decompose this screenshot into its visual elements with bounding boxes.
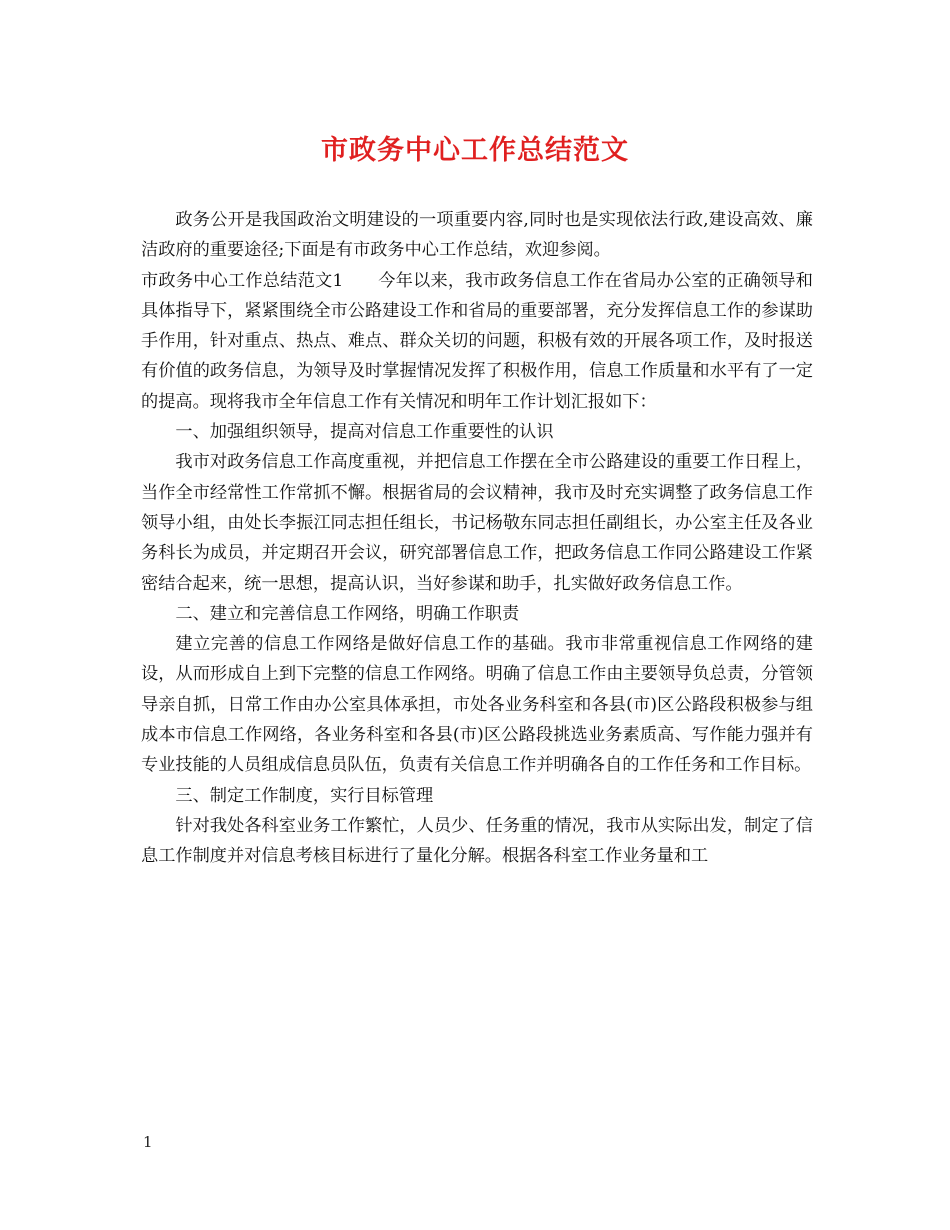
paragraph-section-2: 建立完善的信息工作网络是做好信息工作的基础。我市非常重视信息工作网络的建设，从而形成自上到下完整的信息工作网络。明确了信息工作由主要领导负总责，分管领导亲自抓，日常工作由办公室具体承担，市处各业务科室和各县(市)区公路段积极参与组成本市信息工作网络，各业务科室和各县(市)区公路段挑选业务素质高、写作能力强并有专业技能的人员组成信息员队伍，负责有关信息工作并明确各自的工作任务和工作目标。 — [141, 634, 813, 776]
paragraph-opening: 市政务中心工作总结范文1 今年以来，我市政务信息工作在省局办公室的正确领导和具体指导下，紧紧围绕全市公路建设工作和省局的重要部署，充分发挥信息工作的参谋助手作用，针对重点、热点、难点、群众关切的问题，积极有效的开展各项工作，及时报送有价值的政务信息，为领导及时掌握情况发挥了积极作用，信息工作质量和水平有了一定的提高。现将我市全年信息工作有关情况和明年工作计划汇报如下： — [141, 270, 813, 412]
paragraph-intro: 政务公开是我国政治文明建设的一项重要内容,同时也是实现依法行政,建设高效、廉洁政府的重要途径;下面是有市政务中心工作总结，欢迎参阅。 — [141, 210, 813, 261]
document-body — [141, 205, 813, 872]
page-number: 1 — [143, 1133, 153, 1151]
paragraph-section-3: 针对我处各科室业务工作繁忙，人员少、任务重的情况，我市从实际出发，制定了信息工作制度并对信息考核目标进行了量化分解。根据各科室工作业务量和工 — [141, 815, 813, 867]
section-heading-3: 三、制定工作制度，实行目标管理 — [175, 785, 434, 806]
document-title: 市政务中心工作总结范文 — [321, 135, 629, 166]
paragraph-section-1: 我市对政务信息工作高度重视，并把信息工作摆在全市公路建设的重要工作日程上，当作全市经常性工作常抓不懈。根据省局的会议精神，我市及时充实调整了政务信息工作领导小组，由处长李振江同志担任组长，书记杨敬东同志担任副组长，办公室主任及各业务科长为成员，并定期召开会议，研究部署信息工作，把政务信息工作同公路建设工作紧密结合起来，统一思想，提高认识，当好参谋和助手，扎实做好政务信息工作。 — [141, 452, 813, 594]
section-heading-1: 一、加强组织领导，提高对信息工作重要性的认识 — [175, 422, 554, 443]
section-heading-2: 二、建立和完善信息工作网络，明确工作职责 — [175, 603, 520, 624]
